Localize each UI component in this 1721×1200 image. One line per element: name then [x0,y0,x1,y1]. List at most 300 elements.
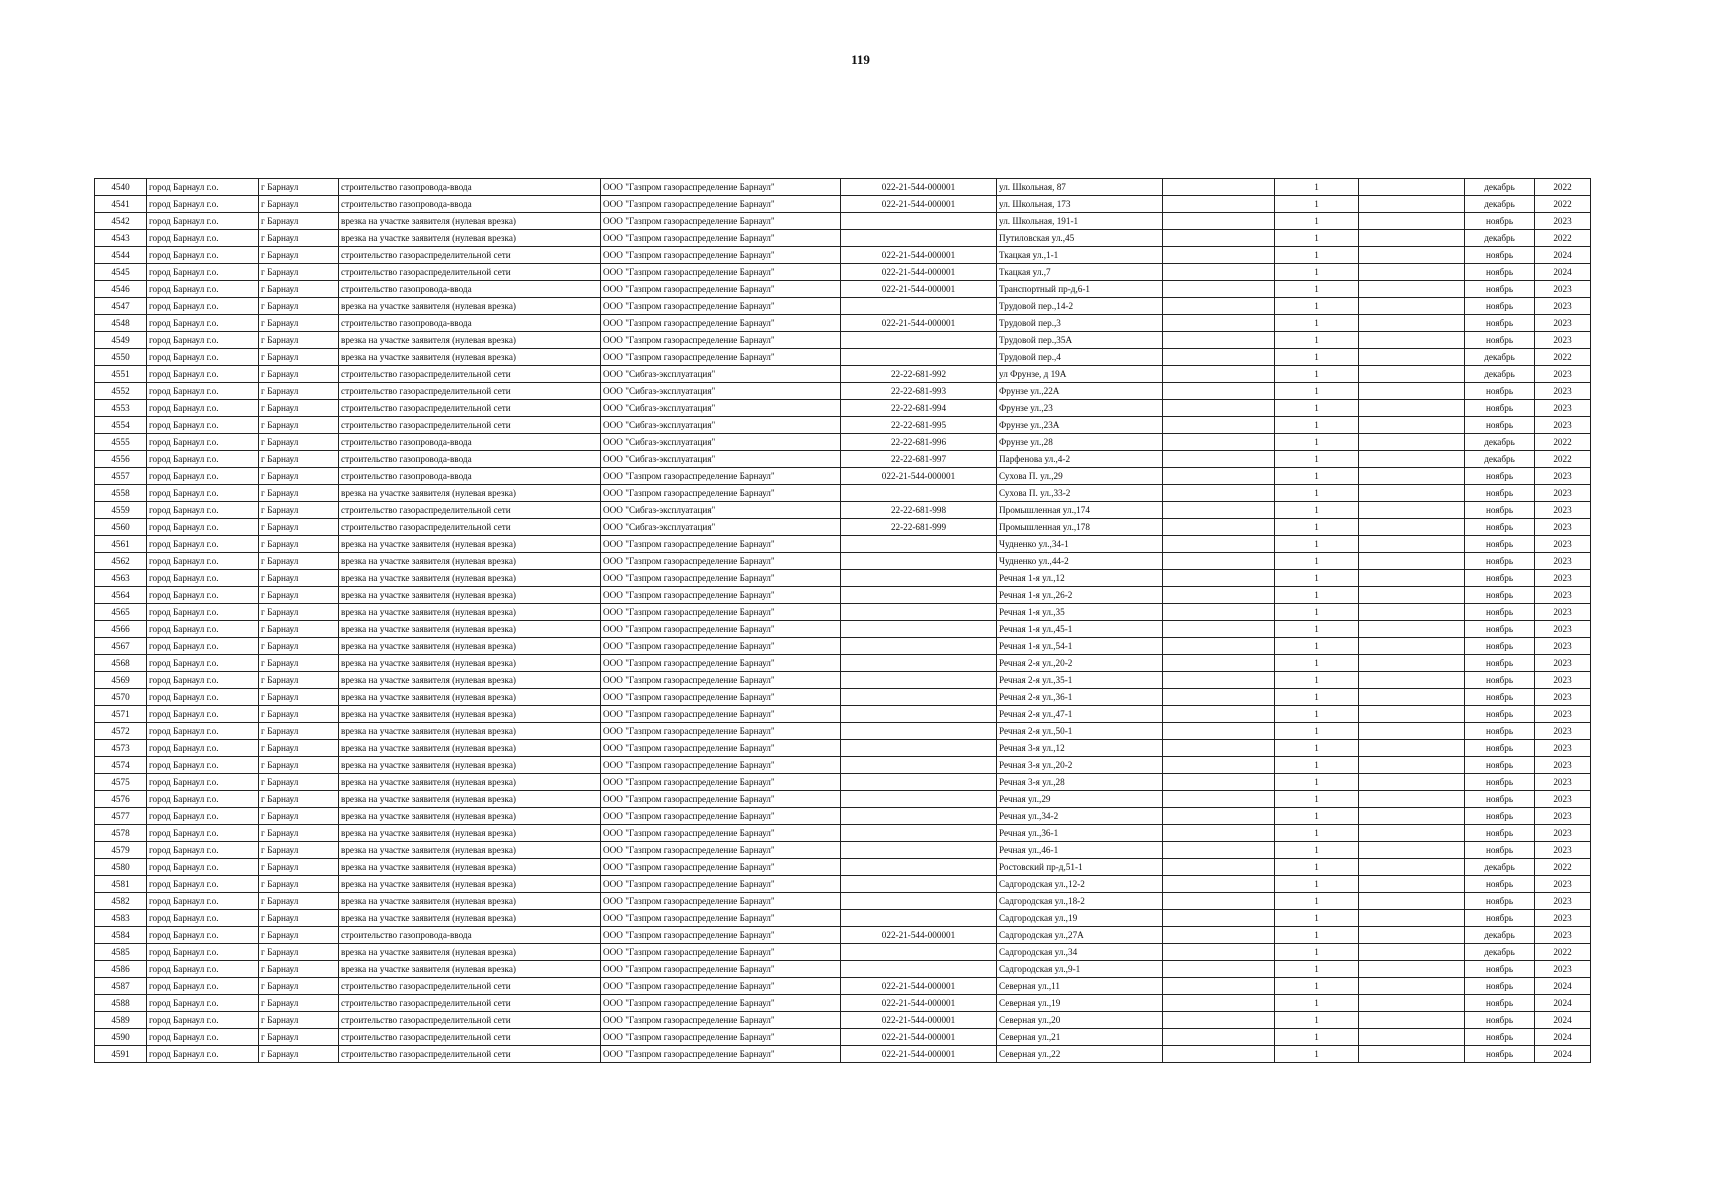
quantity-cell: 1 [1275,740,1359,757]
settlement-cell: г Барнаул [259,553,339,570]
permit-number-cell [841,842,997,859]
permit-number-cell [841,553,997,570]
year-cell: 2023 [1535,825,1591,842]
table-row [95,570,1591,587]
month-cell: ноябрь [1465,247,1535,264]
organization-cell: ООО "Газпром газораспределение Барнаул" [601,179,841,196]
table-row [95,213,1591,230]
table-row [95,689,1591,706]
extra-cell [1163,366,1275,383]
work-type-cell: врезка на участке заявителя (нулевая врезка) [339,774,601,791]
address-cell: Чудненко ул.,34-1 [997,536,1163,553]
quantity-cell: 1 [1275,434,1359,451]
permit-number-cell [841,570,997,587]
address-cell: ул. Школьная, 191-1 [997,213,1163,230]
permit-number-cell [841,213,997,230]
quantity-cell: 1 [1275,621,1359,638]
extra-cell-2 [1359,927,1465,944]
extra-cell [1163,723,1275,740]
year-cell: 2023 [1535,774,1591,791]
permit-number-cell: 022-21-544-000001 [841,179,997,196]
table-row [95,638,1591,655]
settlement-cell: г Барнаул [259,468,339,485]
municipality-cell: город Барнаул г.о. [147,468,259,485]
quantity-cell: 1 [1275,332,1359,349]
settlement-cell: г Барнаул [259,264,339,281]
year-cell: 2023 [1535,740,1591,757]
organization-cell: ООО "Газпром газораспределение Барнаул" [601,961,841,978]
table-row [95,825,1591,842]
extra-cell-2 [1359,740,1465,757]
row-number-cell: 4587 [95,978,147,995]
extra-cell-2 [1359,434,1465,451]
extra-cell-2 [1359,570,1465,587]
year-cell: 2023 [1535,298,1591,315]
organization-cell: ООО "Сибгаз-эксплуатация" [601,383,841,400]
address-cell: Речная ул.,46-1 [997,842,1163,859]
address-cell: Садгородская ул.,9-1 [997,961,1163,978]
year-cell: 2023 [1535,213,1591,230]
month-cell: ноябрь [1465,536,1535,553]
work-type-cell: строительство газораспределительной сети [339,519,601,536]
permit-number-cell [841,723,997,740]
row-number-cell: 4547 [95,298,147,315]
extra-cell [1163,1029,1275,1046]
extra-cell-2 [1359,1046,1465,1063]
quantity-cell: 1 [1275,247,1359,264]
month-cell: ноябрь [1465,315,1535,332]
settlement-cell: г Барнаул [259,434,339,451]
permit-number-cell [841,536,997,553]
settlement-cell: г Барнаул [259,757,339,774]
year-cell: 2023 [1535,621,1591,638]
municipality-cell: город Барнаул г.о. [147,230,259,247]
settlement-cell: г Барнаул [259,213,339,230]
address-cell: Речная 1-я ул.,26-2 [997,587,1163,604]
address-cell: Речная 1-я ул.,54-1 [997,638,1163,655]
address-cell: Речная 1-я ул.,12 [997,570,1163,587]
extra-cell-2 [1359,485,1465,502]
extra-cell [1163,213,1275,230]
permit-number-cell [841,689,997,706]
municipality-cell: город Барнаул г.о. [147,944,259,961]
extra-cell [1163,825,1275,842]
extra-cell-2 [1359,978,1465,995]
settlement-cell: г Барнаул [259,740,339,757]
organization-cell: ООО "Газпром газораспределение Барнаул" [601,1046,841,1063]
table-row [95,383,1591,400]
table-row [95,1012,1591,1029]
month-cell: ноябрь [1465,621,1535,638]
row-number-cell: 4551 [95,366,147,383]
year-cell: 2023 [1535,689,1591,706]
month-cell: ноябрь [1465,961,1535,978]
permit-number-cell: 22-22-681-996 [841,434,997,451]
table-row [95,876,1591,893]
month-cell: ноябрь [1465,808,1535,825]
work-type-cell: врезка на участке заявителя (нулевая врезка) [339,553,601,570]
address-cell: Садгородская ул.,18-2 [997,893,1163,910]
row-number-cell: 4569 [95,672,147,689]
address-cell: Ткацкая ул.,7 [997,264,1163,281]
work-type-cell: врезка на участке заявителя (нулевая врезка) [339,604,601,621]
row-number-cell: 4562 [95,553,147,570]
extra-cell [1163,400,1275,417]
organization-cell: ООО "Газпром газораспределение Барнаул" [601,689,841,706]
municipality-cell: город Барнаул г.о. [147,264,259,281]
table-row [95,621,1591,638]
extra-cell [1163,196,1275,213]
organization-cell: ООО "Газпром газораспределение Барнаул" [601,859,841,876]
settlement-cell: г Барнаул [259,604,339,621]
extra-cell-2 [1359,791,1465,808]
quantity-cell: 1 [1275,944,1359,961]
municipality-cell: город Барнаул г.о. [147,179,259,196]
extra-cell [1163,332,1275,349]
month-cell: ноябрь [1465,1012,1535,1029]
year-cell: 2023 [1535,570,1591,587]
table-row [95,332,1591,349]
permit-number-cell [841,621,997,638]
year-cell: 2023 [1535,655,1591,672]
quantity-cell: 1 [1275,298,1359,315]
row-number-cell: 4575 [95,774,147,791]
quantity-cell: 1 [1275,706,1359,723]
extra-cell-2 [1359,536,1465,553]
table-row [95,417,1591,434]
work-type-cell: строительство газопровода-ввода [339,315,601,332]
extra-cell-2 [1359,808,1465,825]
permit-number-cell [841,893,997,910]
address-cell: Чудненко ул.,44-2 [997,553,1163,570]
registry-table [94,178,1591,1063]
settlement-cell: г Барнаул [259,944,339,961]
table-row [95,655,1591,672]
work-type-cell: строительство газораспределительной сети [339,400,601,417]
organization-cell: ООО "Газпром газораспределение Барнаул" [601,536,841,553]
municipality-cell: город Барнаул г.о. [147,298,259,315]
organization-cell: ООО "Газпром газораспределение Барнаул" [601,298,841,315]
extra-cell-2 [1359,587,1465,604]
extra-cell-2 [1359,859,1465,876]
organization-cell: ООО "Газпром газораспределение Барнаул" [601,808,841,825]
work-type-cell: врезка на участке заявителя (нулевая врезка) [339,349,601,366]
permit-number-cell [841,230,997,247]
row-number-cell: 4558 [95,485,147,502]
extra-cell-2 [1359,893,1465,910]
address-cell: Речная 3-я ул.,20-2 [997,757,1163,774]
extra-cell-2 [1359,910,1465,927]
work-type-cell: строительство газораспределительной сети [339,366,601,383]
table-row [95,230,1591,247]
address-cell: Речная 1-я ул.,35 [997,604,1163,621]
row-number-cell: 4578 [95,825,147,842]
municipality-cell: город Барнаул г.о. [147,502,259,519]
address-cell: Речная 3-я ул.,28 [997,774,1163,791]
row-number-cell: 4564 [95,587,147,604]
month-cell: ноябрь [1465,706,1535,723]
extra-cell-2 [1359,944,1465,961]
settlement-cell: г Барнаул [259,247,339,264]
extra-cell [1163,417,1275,434]
municipality-cell: город Барнаул г.о. [147,927,259,944]
organization-cell: ООО "Сибгаз-эксплуатация" [601,417,841,434]
year-cell: 2023 [1535,417,1591,434]
table-row [95,961,1591,978]
organization-cell: ООО "Сибгаз-эксплуатация" [601,400,841,417]
month-cell: ноябрь [1465,570,1535,587]
organization-cell: ООО "Сибгаз-эксплуатация" [601,434,841,451]
extra-cell-2 [1359,706,1465,723]
row-number-cell: 4583 [95,910,147,927]
organization-cell: ООО "Газпром газораспределение Барнаул" [601,672,841,689]
quantity-cell: 1 [1275,859,1359,876]
table-row [95,672,1591,689]
row-number-cell: 4573 [95,740,147,757]
row-number-cell: 4585 [95,944,147,961]
settlement-cell: г Барнаул [259,281,339,298]
address-cell: Речная ул.,29 [997,791,1163,808]
municipality-cell: город Барнаул г.о. [147,774,259,791]
work-type-cell: строительство газораспределительной сети [339,995,601,1012]
quantity-cell: 1 [1275,961,1359,978]
address-cell: Парфенова ул.,4-2 [997,451,1163,468]
extra-cell-2 [1359,213,1465,230]
permit-number-cell [841,859,997,876]
organization-cell: ООО "Газпром газораспределение Барнаул" [601,757,841,774]
month-cell: ноябрь [1465,893,1535,910]
row-number-cell: 4552 [95,383,147,400]
organization-cell: ООО "Газпром газораспределение Барнаул" [601,876,841,893]
work-type-cell: врезка на участке заявителя (нулевая врезка) [339,757,601,774]
table-row [95,502,1591,519]
municipality-cell: город Барнаул г.о. [147,604,259,621]
year-cell: 2023 [1535,536,1591,553]
work-type-cell: строительство газораспределительной сети [339,502,601,519]
table-row [95,859,1591,876]
year-cell: 2024 [1535,1046,1591,1063]
quantity-cell: 1 [1275,655,1359,672]
organization-cell: ООО "Газпром газораспределение Барнаул" [601,740,841,757]
month-cell: декабрь [1465,366,1535,383]
table-row [95,927,1591,944]
work-type-cell: врезка на участке заявителя (нулевая врезка) [339,672,601,689]
organization-cell: ООО "Сибгаз-эксплуатация" [601,519,841,536]
organization-cell: ООО "Газпром газораспределение Барнаул" [601,723,841,740]
extra-cell-2 [1359,281,1465,298]
quantity-cell: 1 [1275,451,1359,468]
municipality-cell: город Барнаул г.о. [147,196,259,213]
work-type-cell: врезка на участке заявителя (нулевая врезка) [339,706,601,723]
quantity-cell: 1 [1275,893,1359,910]
row-number-cell: 4543 [95,230,147,247]
settlement-cell: г Барнаул [259,876,339,893]
organization-cell: ООО "Газпром газораспределение Барнаул" [601,995,841,1012]
year-cell: 2024 [1535,978,1591,995]
quantity-cell: 1 [1275,553,1359,570]
quantity-cell: 1 [1275,604,1359,621]
organization-cell: ООО "Газпром газораспределение Барнаул" [601,774,841,791]
permit-number-cell [841,604,997,621]
extra-cell [1163,910,1275,927]
permit-number-cell: 022-21-544-000001 [841,927,997,944]
organization-cell: ООО "Газпром газораспределение Барнаул" [601,927,841,944]
settlement-cell: г Барнаул [259,315,339,332]
work-type-cell: врезка на участке заявителя (нулевая врезка) [339,485,601,502]
quantity-cell: 1 [1275,876,1359,893]
work-type-cell: врезка на участке заявителя (нулевая врезка) [339,808,601,825]
month-cell: ноябрь [1465,332,1535,349]
row-number-cell: 4571 [95,706,147,723]
address-cell: Речная 2-я ул.,36-1 [997,689,1163,706]
row-number-cell: 4582 [95,893,147,910]
year-cell: 2023 [1535,927,1591,944]
month-cell: ноябрь [1465,995,1535,1012]
quantity-cell: 1 [1275,417,1359,434]
permit-number-cell: 22-22-681-992 [841,366,997,383]
row-number-cell: 4541 [95,196,147,213]
municipality-cell: город Барнаул г.о. [147,723,259,740]
work-type-cell: врезка на участке заявителя (нулевая врезка) [339,655,601,672]
table-row [95,247,1591,264]
table-row [95,298,1591,315]
quantity-cell: 1 [1275,842,1359,859]
extra-cell-2 [1359,332,1465,349]
permit-number-cell [841,961,997,978]
row-number-cell: 4542 [95,213,147,230]
month-cell: ноябрь [1465,689,1535,706]
table-row [95,434,1591,451]
work-type-cell: строительство газопровода-ввода [339,468,601,485]
address-cell: Промышленная ул.,178 [997,519,1163,536]
settlement-cell: г Барнаул [259,366,339,383]
extra-cell-2 [1359,604,1465,621]
municipality-cell: город Барнаул г.о. [147,485,259,502]
organization-cell: ООО "Газпром газораспределение Барнаул" [601,468,841,485]
month-cell: ноябрь [1465,672,1535,689]
extra-cell [1163,383,1275,400]
quantity-cell: 1 [1275,468,1359,485]
month-cell: ноябрь [1465,638,1535,655]
settlement-cell: г Барнаул [259,179,339,196]
table-row [95,536,1591,553]
address-cell: Речная 2-я ул.,50-1 [997,723,1163,740]
organization-cell: ООО "Газпром газораспределение Барнаул" [601,247,841,264]
extra-cell-2 [1359,179,1465,196]
year-cell: 2022 [1535,349,1591,366]
settlement-cell: г Барнаул [259,1029,339,1046]
row-number-cell: 4548 [95,315,147,332]
extra-cell-2 [1359,196,1465,213]
work-type-cell: врезка на участке заявителя (нулевая врезка) [339,859,601,876]
municipality-cell: город Барнаул г.о. [147,519,259,536]
work-type-cell: врезка на участке заявителя (нулевая врезка) [339,910,601,927]
organization-cell: ООО "Газпром газораспределение Барнаул" [601,791,841,808]
settlement-cell: г Барнаул [259,332,339,349]
extra-cell-2 [1359,774,1465,791]
registry-body [95,179,1591,1063]
year-cell: 2023 [1535,672,1591,689]
month-cell: декабрь [1465,230,1535,247]
work-type-cell: строительство газопровода-ввода [339,434,601,451]
municipality-cell: город Барнаул г.о. [147,961,259,978]
table-row [95,842,1591,859]
quantity-cell: 1 [1275,1012,1359,1029]
municipality-cell: город Барнаул г.о. [147,689,259,706]
settlement-cell: г Барнаул [259,842,339,859]
quantity-cell: 1 [1275,383,1359,400]
year-cell: 2023 [1535,723,1591,740]
address-cell: ул. Школьная, 87 [997,179,1163,196]
year-cell: 2024 [1535,264,1591,281]
year-cell: 2023 [1535,485,1591,502]
table-row [95,723,1591,740]
organization-cell: ООО "Сибгаз-эксплуатация" [601,451,841,468]
municipality-cell: город Барнаул г.о. [147,859,259,876]
extra-cell-2 [1359,451,1465,468]
year-cell: 2023 [1535,757,1591,774]
table-row [95,349,1591,366]
organization-cell: ООО "Газпром газораспределение Барнаул" [601,570,841,587]
table-row [95,587,1591,604]
year-cell: 2023 [1535,638,1591,655]
extra-cell [1163,570,1275,587]
year-cell: 2023 [1535,383,1591,400]
address-cell: Трудовой пер.,35А [997,332,1163,349]
address-cell: Трудовой пер.,14-2 [997,298,1163,315]
row-number-cell: 4550 [95,349,147,366]
permit-number-cell: 022-21-544-000001 [841,247,997,264]
year-cell: 2023 [1535,808,1591,825]
extra-cell [1163,553,1275,570]
permit-number-cell [841,876,997,893]
extra-cell [1163,298,1275,315]
address-cell: Северная ул.,19 [997,995,1163,1012]
quantity-cell: 1 [1275,179,1359,196]
municipality-cell: город Барнаул г.о. [147,672,259,689]
address-cell: Фрунзе ул.,22А [997,383,1163,400]
municipality-cell: город Барнаул г.о. [147,825,259,842]
row-number-cell: 4549 [95,332,147,349]
row-number-cell: 4584 [95,927,147,944]
municipality-cell: город Барнаул г.о. [147,621,259,638]
quantity-cell: 1 [1275,570,1359,587]
extra-cell-2 [1359,876,1465,893]
extra-cell-2 [1359,723,1465,740]
work-type-cell: врезка на участке заявителя (нулевая врезка) [339,298,601,315]
month-cell: ноябрь [1465,502,1535,519]
quantity-cell: 1 [1275,1046,1359,1063]
row-number-cell: 4591 [95,1046,147,1063]
row-number-cell: 4545 [95,264,147,281]
table-row [95,179,1591,196]
address-cell: Речная ул.,34-2 [997,808,1163,825]
quantity-cell: 1 [1275,519,1359,536]
settlement-cell: г Барнаул [259,383,339,400]
work-type-cell: врезка на участке заявителя (нулевая врезка) [339,842,601,859]
row-number-cell: 4554 [95,417,147,434]
municipality-cell: город Барнаул г.о. [147,570,259,587]
table-row [95,808,1591,825]
year-cell: 2024 [1535,1012,1591,1029]
quantity-cell: 1 [1275,400,1359,417]
table-row [95,451,1591,468]
year-cell: 2023 [1535,332,1591,349]
municipality-cell: город Барнаул г.о. [147,417,259,434]
permit-number-cell: 022-21-544-000001 [841,196,997,213]
year-cell: 2022 [1535,230,1591,247]
settlement-cell: г Барнаул [259,689,339,706]
